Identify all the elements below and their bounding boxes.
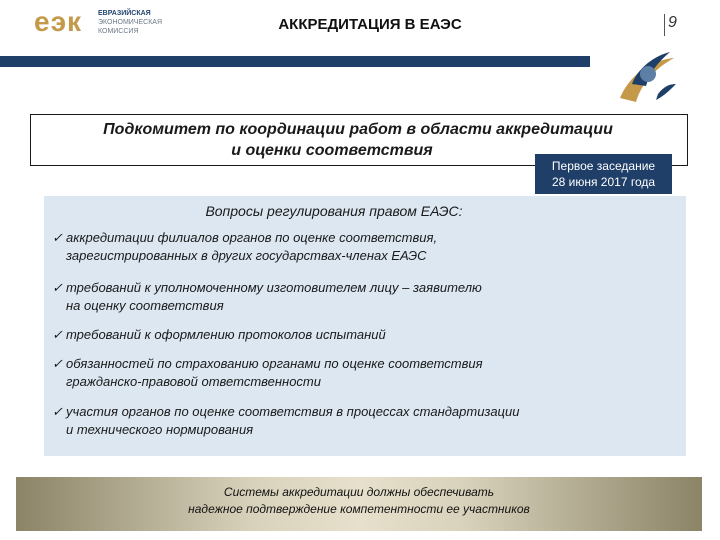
panel-heading: Вопросы регулирования правом ЕАЭС: xyxy=(205,203,463,219)
logo-mark: еэк xyxy=(34,6,83,37)
checkmark-icon: ✓ xyxy=(52,280,63,295)
meeting-title: Первое заседание xyxy=(551,159,656,173)
logo-text-line: ЭКОНОМИЧЕСКАЯ xyxy=(98,19,163,26)
eaeu-emblem-icon xyxy=(612,44,680,108)
header-bar xyxy=(0,56,590,67)
conclusion-line: Системы аккредитации должны обеспечивать xyxy=(223,485,495,499)
checkmark-icon: ✓ xyxy=(52,327,63,342)
subtitle-line: Подкомитет по координации работ в области аккредитации xyxy=(103,121,613,138)
checkmark-icon: ✓ xyxy=(52,356,63,371)
page-number-divider xyxy=(664,14,665,36)
list-item-line: требований к оформлению протоколов испытаний xyxy=(66,327,386,342)
meeting-date: 28 июня 2017 года xyxy=(551,175,656,189)
meeting-date-badge xyxy=(535,154,672,194)
list-item xyxy=(52,229,680,265)
list-item-line: обязанностей по страхованию органами по оценке соответствия xyxy=(66,356,483,371)
list-item-line: на оценку соответствия xyxy=(66,298,224,313)
list-item-line: и технического нормирования xyxy=(66,422,254,437)
checkmark-icon: ✓ xyxy=(52,230,63,245)
list-item-line: требований к уполномоченному изготовителем лицу – заявителю xyxy=(66,280,482,295)
list-item-line: участия органов по оценке соответствия в процессах стандартизации xyxy=(66,404,520,419)
list-item xyxy=(52,355,680,391)
list-item-line: аккредитации филиалов органов по оценке соответствия, xyxy=(66,230,438,245)
list-item-line: гражданско-правовой ответственности xyxy=(66,374,321,389)
subtitle-line: и оценки соответствия xyxy=(231,142,433,159)
logo-text-line: ЕВРАЗИЙСКАЯ xyxy=(98,10,151,17)
page-number: 9 xyxy=(668,14,677,31)
page-title: АККРЕДИТАЦИЯ В ЕАЭС xyxy=(278,16,462,33)
logo-text-line: КОМИССИЯ xyxy=(98,28,139,35)
list-item xyxy=(52,403,680,439)
list-item xyxy=(52,279,680,315)
list-item-line: зарегистрированных в других государствах-членах ЕАЭС xyxy=(66,248,427,263)
checkmark-icon: ✓ xyxy=(52,404,63,419)
list-item xyxy=(52,326,680,344)
conclusion-line: надежное подтверждение компетентности ее участников xyxy=(188,502,530,516)
